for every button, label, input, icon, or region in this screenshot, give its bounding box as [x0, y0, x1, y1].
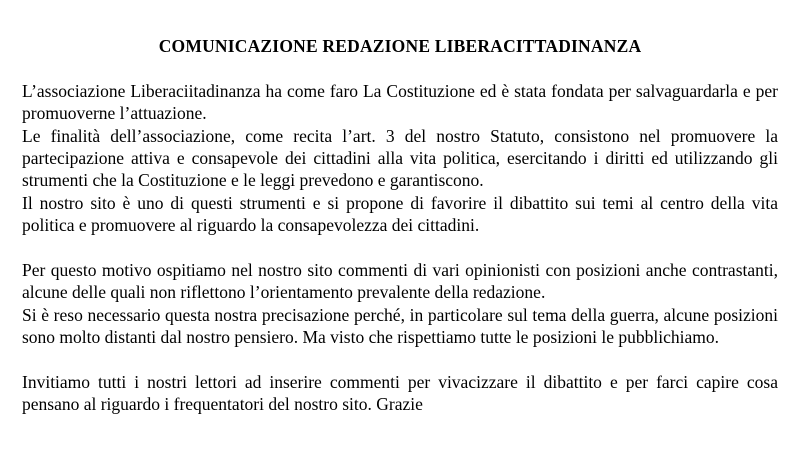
paragraph-block-invito [22, 371, 778, 416]
paragraph: L’associazione Liberaciitadinanza ha come faro La Costituzione ed è stata fondata per salvaguardarla e per promuoverne l’attuazione. [22, 80, 778, 124]
paragraph: Le finalità dell’associazione, come recita l’art. 3 del nostro Statuto, consistono nel promuovere la partecipazione attiva e consapevole dei cittadini alla vita politica, esercitando i diritti ed utilizzando gli strumenti che la Costituzione e le leggi prevedono e garantiscono. [22, 125, 778, 191]
paragraph-block-intro [22, 80, 778, 237]
paragraph-block-precisazione [22, 259, 778, 349]
paragraph: Per questo motivo ospitiamo nel nostro sito commenti di vari opinionisti con posizioni anche contrastanti, alcune delle quali non riflettono l’orientamento prevalente della redazione. [22, 260, 778, 303]
paragraph: Si è reso necessario questa nostra precisazione perché, in particolare sul tema della guerra, alcune posizioni sono molto distanti dal nostro pensiero. Ma visto che rispettiamo tutte le posizioni le pubblichiamo. [22, 304, 778, 348]
document-title: COMUNICAZIONE REDAZIONE LIBERACITTADINANZA [158, 36, 642, 56]
paragraph: Il nostro sito è uno di questi strumenti e si propone di favorire il dibattito sui temi al centro della vita politica e promuovere al riguardo la consapevolezza dei cittadini. [22, 192, 778, 236]
paragraph: Invitiamo tutti i nostri lettori ad inserire commenti per vivacizzare il dibattito e per farci capire cosa pensano al riguardo i frequentatori del nostro sito. Grazie [22, 372, 778, 415]
